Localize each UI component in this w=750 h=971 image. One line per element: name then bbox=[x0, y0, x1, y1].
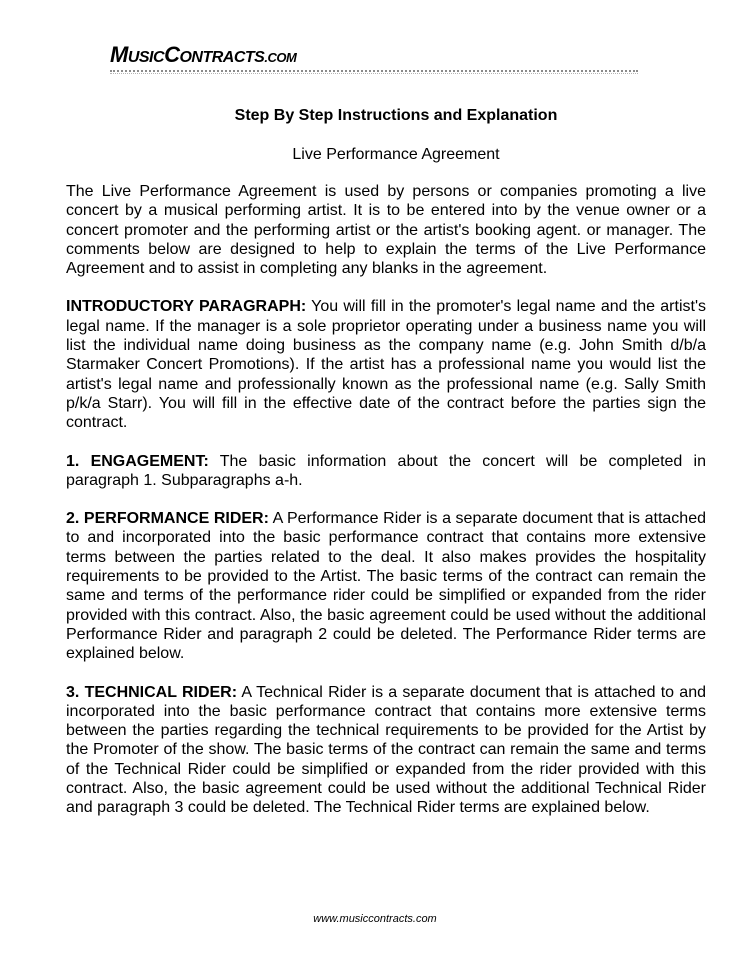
section-heading: 1. ENGAGEMENT: bbox=[66, 452, 209, 470]
document-body bbox=[66, 182, 706, 837]
section-text: A Technical Rider is a separate document that is attached to and incorporated into the basic performance contract that contains more extensive terms between the parties regarding the technical requirements to be provided for the Artist by the Promoter of the show. The basic terms of the contract can remain the same and terms of the Technical Rider could be simplified or expanded from the rider provided with this contract. Also, the basic agreement could be used without the additional Technical Rider and paragraph 3 could be deleted. The Technical Rider terms are explained below. bbox=[66, 683, 706, 817]
page-subtitle: Live Performance Agreement bbox=[292, 146, 500, 163]
section-heading: 3. TECHNICAL RIDER: bbox=[66, 683, 238, 701]
section-text: You will fill in the promoter's legal name and the artist's legal name. If the manager is a sole proprietor operating under a business name you will list the individual name doing business as the company name (e.g. John Smith d/b/a Starmaker Concert Promotions). If the artist has a professional name you would list the artist's legal name and professionally known as the professional name (e.g. Sally Smith p/k/a Starr). You will fill in the effective date of the contract before the parties sign the contract. bbox=[66, 298, 706, 432]
logo-ontracts: ONTRACTS bbox=[179, 49, 265, 66]
intro-paragraph: The Live Performance Agreement is used by persons or companies promoting a live concert by a musical performing artist. It is to be entered into by the venue owner or a concert promoter and the performing artist or the artist's booking agent. or manager. The comments below are designed to help to explain the terms of the Live Performance Agreement and to assist in completing any blanks in the agreement. bbox=[66, 183, 706, 278]
logo-usic: USIC bbox=[127, 49, 165, 66]
header-divider-secondary bbox=[110, 73, 638, 74]
logo-m: M bbox=[110, 42, 128, 67]
header-divider bbox=[110, 70, 638, 72]
logo-c: C bbox=[164, 42, 180, 67]
section-engagement bbox=[66, 452, 706, 491]
section-technical-rider bbox=[66, 683, 706, 818]
section-text: The basic information about the concert will be completed in paragraph 1. Subparagraphs a-h. bbox=[66, 452, 706, 489]
section-performance-rider bbox=[66, 509, 706, 663]
section-heading: INTRODUCTORY PARAGRAPH: bbox=[66, 298, 307, 316]
section-heading: 2. PERFORMANCE RIDER: bbox=[66, 510, 269, 528]
site-logo bbox=[110, 44, 296, 66]
section-text: A Performance Rider is a separate document that is attached to and incorporated into the basic performance contract that contains more extensive terms between the parties related to the deal. It also makes provides the hospitality requirements to be provided to the Artist. The basic terms of the contract can remain the same and terms of the performance rider could be simplified or expanded from the rider provided with this contract. Also, the basic agreement could be used without the additional Performance Rider and paragraph 2 could be deleted. The Performance Rider terms are explained below. bbox=[66, 510, 706, 663]
logo-com: .COM bbox=[264, 50, 297, 65]
section-introductory-paragraph bbox=[66, 297, 706, 432]
page-title: Step By Step Instructions and Explanation bbox=[234, 107, 558, 124]
footer-url: www.musiccontracts.com bbox=[313, 913, 437, 925]
